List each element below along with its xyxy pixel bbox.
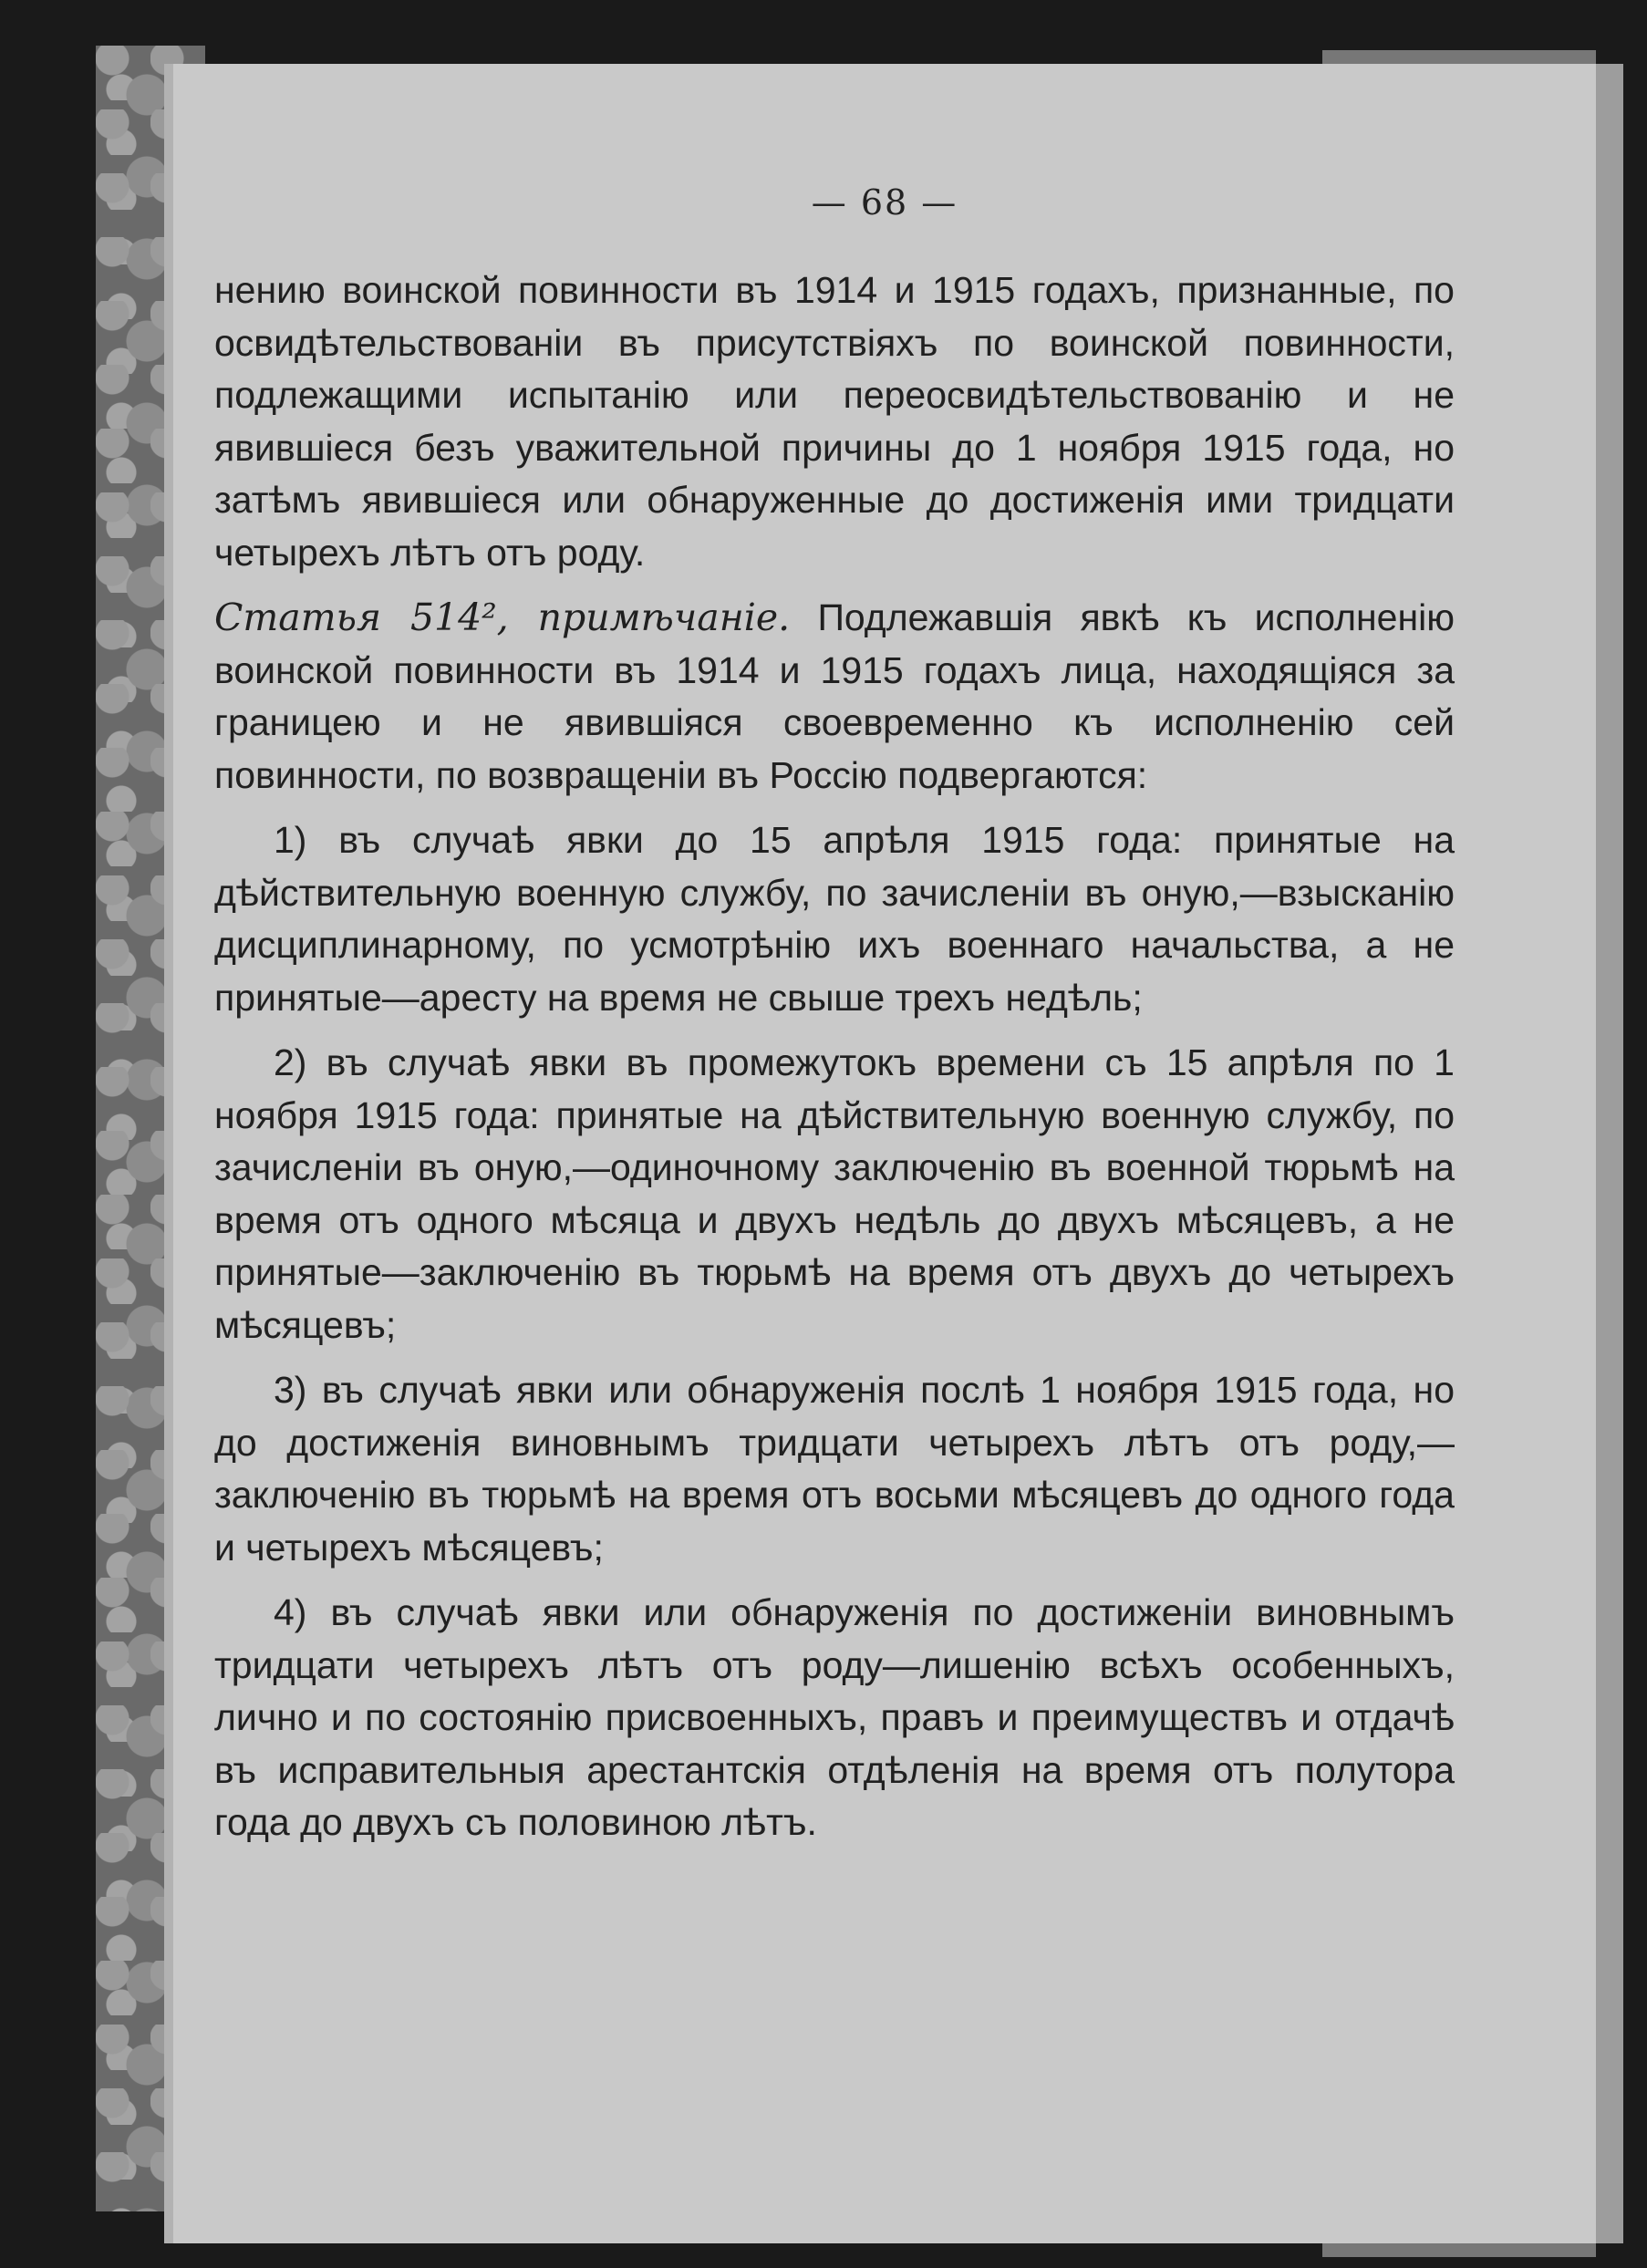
list-item: 1) въ случаѣ явки до 15 апрѣля 1915 года: принятые на дѣйствительную военную службу, по зачисленіи въ оную,—взысканію дисциплинарному, по усмотрѣнію ихъ военнаго начальства, а не принятые—аресту на время не свыше трехъ недѣль; bbox=[214, 819, 1455, 1019]
page-number: — 68 — bbox=[811, 182, 958, 223]
list-item: 2) въ случаѣ явки въ промежутокъ времени съ 15 апрѣля по 1 ноября 1915 года: принятые на дѣйствительную военную службу, по зачисленіи въ оную,—одиночному заключенію въ военной тюрьмѣ на время отъ одного мѣсяца и двухъ недѣль до двухъ мѣсяцевъ, а не принятые—заключенію въ тюрьмѣ на время отъ двухъ до четырехъ мѣсяцевъ; bbox=[214, 1041, 1455, 1346]
list-item: 4) въ случаѣ явки или обнаруженія по достиженіи виновнымъ тридцати четырехъ лѣтъ отъ роду—лишенію всѣхъ особенныхъ, лично и по состоянію присвоенныхъ, правъ и преимуществъ и отдачѣ въ исправительныя арестантскія отдѣленія на время отъ полутора года до двухъ съ половиною лѣтъ. bbox=[214, 1591, 1455, 1843]
paragraph-continuation: нению воинской повинности въ 1914 и 1915 годахъ, признанные, по освидѣтельствованіи въ присутствіяхъ по воинской повинности, подлежащими испытанію или переосвидѣтельствованію и не явившіеся безъ уважительной причины до 1 ноября 1915 года, но затѣмъ явившіеся или обнаруженные до достиженія ими тридцати четырехъ лѣтъ отъ роду. bbox=[214, 269, 1455, 574]
list-item: 3) въ случаѣ явки или обнаруженія послѣ 1 ноября 1915 года, но до достиженія виновнымъ тридцати четырехъ лѣтъ отъ роду,—заключенію въ тюрьмѣ на время отъ восьми мѣсяцевъ до одного года и четырехъ мѣсяцевъ; bbox=[214, 1369, 1455, 1569]
article-label: Статья 514², примѣчаніе. bbox=[214, 595, 791, 639]
article-paragraph bbox=[214, 592, 1455, 802]
article-text: Подлежавшія явкѣ къ исполненію воинской повинности въ 1914 и 1915 годахъ лица, находящіяся за границею и не явившіяся своевременно къ исполненію сей повинности, по возвращеніи въ Россію подвергаются: bbox=[214, 596, 1455, 796]
page-text bbox=[214, 264, 1455, 1862]
